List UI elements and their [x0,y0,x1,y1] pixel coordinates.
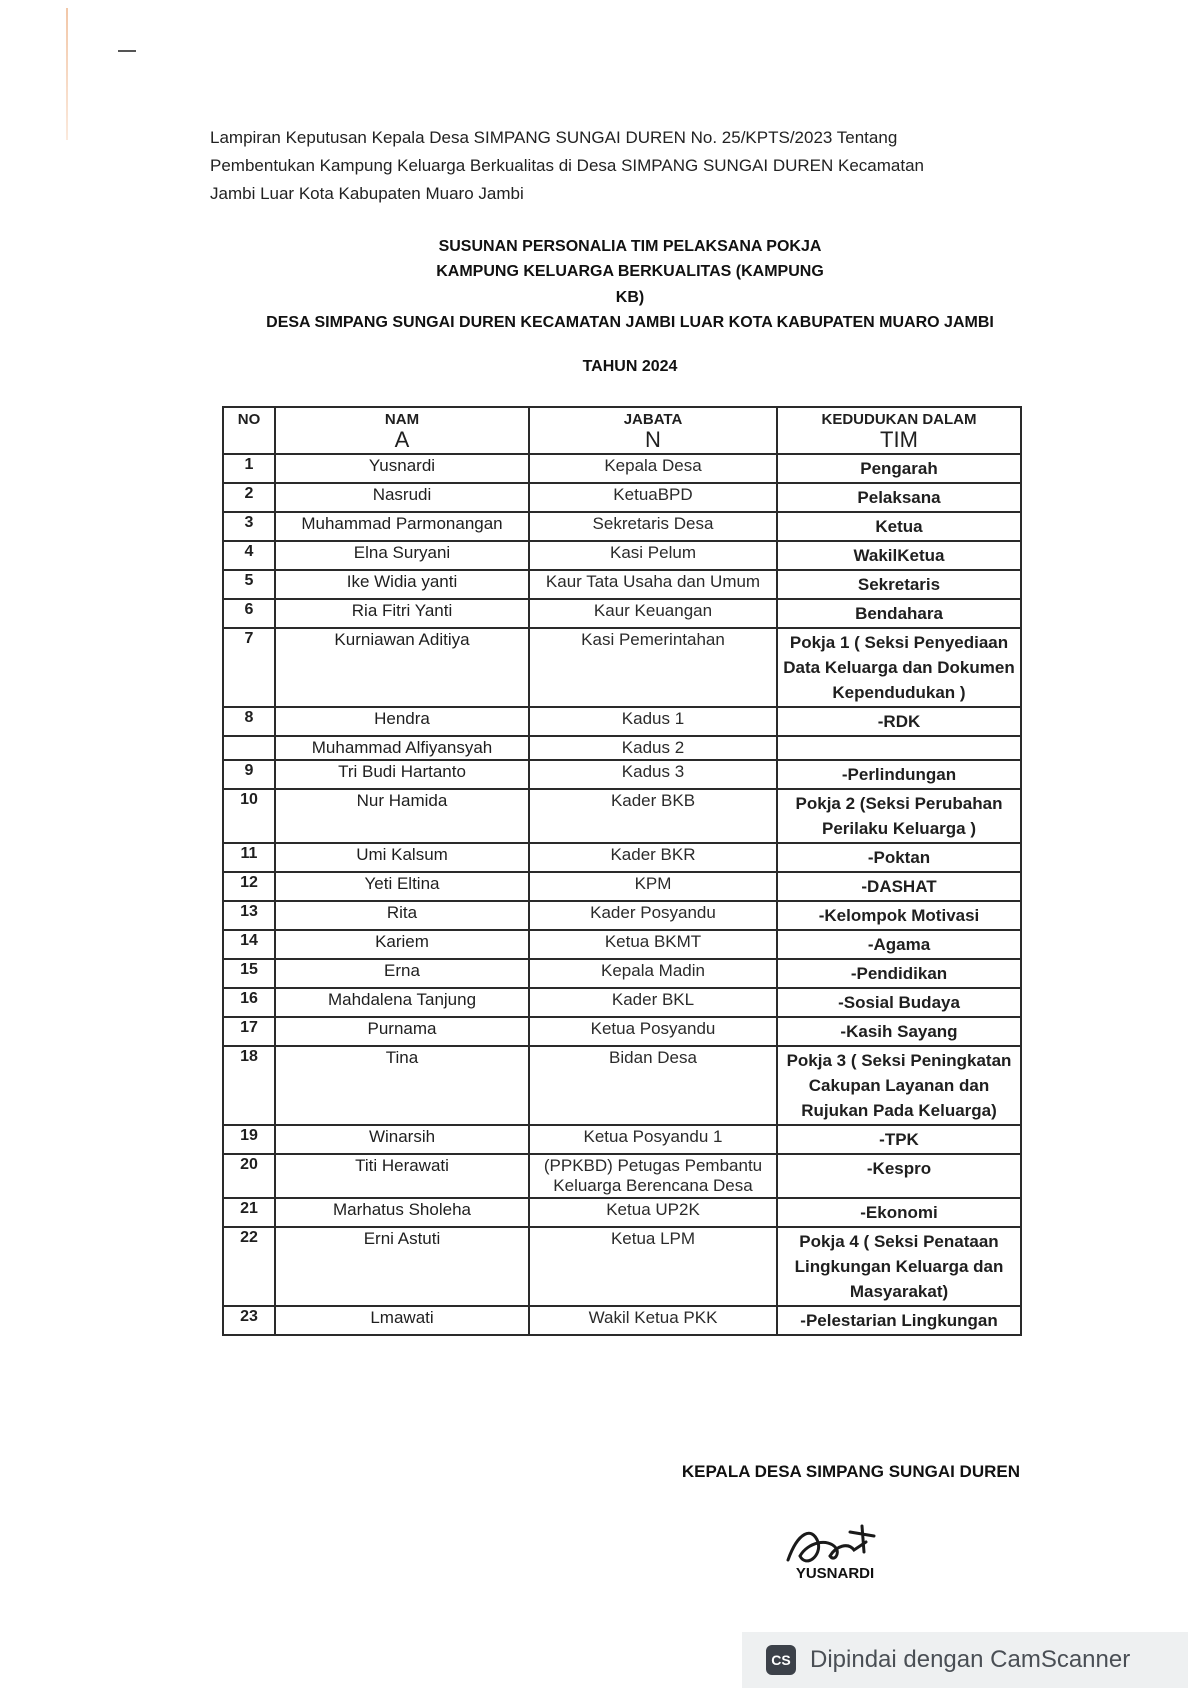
member-role: WakilKetua [777,541,1021,570]
row-number: 10 [223,789,275,843]
signatory-title: KEPALA DESA SIMPANG SUNGAI DUREN [681,1462,1020,1481]
row-number: 18 [223,1046,275,1125]
table-row [223,1046,1021,1125]
member-position: Wakil Ketua PKK [529,1306,777,1335]
member-name: Tina [275,1046,529,1125]
member-role: -Poktan [777,843,1021,872]
row-number: 12 [223,872,275,901]
decree-line: Pembentukan Kampung Keluarga Berkualitas di Desa SIMPANG SUNGAI DUREN Kecamatan [210,156,925,175]
member-name: Marhatus Sholeha [275,1198,529,1227]
member-name: Yeti Eltina [275,872,529,901]
row-number: 21 [223,1198,275,1227]
document-title-line-4: DESA SIMPANG SUNGAI DUREN KECAMATAN JAMBI LUAR KOTA KABUPATEN MUARO JAMBI [266,314,994,331]
member-name: Muhammad Parmonangan [275,512,529,541]
member-role: -Pendidikan [777,959,1021,988]
member-position: Ketua Posyandu 1 [529,1125,777,1154]
member-role: -Sosial Budaya [777,988,1021,1017]
member-role: Pokja 2 (Seksi Perubahan Perilaku Keluarga ) [777,789,1021,843]
table-row [223,1125,1021,1154]
member-name: Lmawati [275,1306,529,1335]
member-name: Tri Budi Hartanto [275,760,529,789]
table-row [223,736,1021,760]
member-name: Muhammad Alfiyansyah [275,736,529,760]
member-role: Pengarah [777,454,1021,483]
row-number: 5 [223,570,275,599]
header-no: NO [223,407,275,454]
member-name: Titi Herawati [275,1154,529,1198]
scan-edge-mark [66,8,68,140]
table-row [223,872,1021,901]
member-position: Ketua BKMT [529,930,777,959]
table-row [223,541,1021,570]
camscanner-logo-icon: CS [766,1645,796,1675]
member-role: -Kelompok Motivasi [777,901,1021,930]
row-number: 23 [223,1306,275,1335]
member-role: Pokja 3 ( Seksi Peningkatan Cakupan Layanan dan Rujukan Pada Keluarga) [777,1046,1021,1125]
member-role: -Agama [777,930,1021,959]
table-row [223,959,1021,988]
row-number: 7 [223,628,275,707]
member-name: Rita [275,901,529,930]
decree-reference [210,124,1010,208]
member-name: Yusnardi [275,454,529,483]
table-row [223,988,1021,1017]
member-name: Kurniawan Aditiya [275,628,529,707]
row-number: 22 [223,1227,275,1306]
member-name: Hendra [275,707,529,736]
table-row [223,707,1021,736]
header-name: NAM A [275,407,529,454]
table-header-row [223,407,1021,454]
table-row [223,454,1021,483]
member-position: Kaur Keuangan [529,599,777,628]
document-title-line-2: KAMPUNG KELUARGA BERKUALITAS (KAMPUNG [436,263,824,280]
member-role: -Ekonomi [777,1198,1021,1227]
member-name: Winarsih [275,1125,529,1154]
member-role: -TPK [777,1125,1021,1154]
member-role: -Perlindungan [777,760,1021,789]
member-role: -RDK [777,707,1021,736]
personnel-table [222,406,1022,1336]
document-title-line-3: KB) [615,289,645,306]
table-row [223,760,1021,789]
member-position: Kepala Desa [529,454,777,483]
table-row [223,901,1021,930]
header-position: JABATA N [529,407,777,454]
row-number [223,736,275,760]
table-row [223,1198,1021,1227]
member-position: Sekretaris Desa [529,512,777,541]
table-row [223,1017,1021,1046]
decree-line: Lampiran Keputusan Kepala Desa SIMPANG SUNGAI DUREN No. 25/KPTS/2023 Tentang [210,128,898,147]
row-number: 15 [223,959,275,988]
member-name: Mahdalena Tanjung [275,988,529,1017]
member-name: Ria Fitri Yanti [275,599,529,628]
member-name: Erna [275,959,529,988]
member-position: Kadus 3 [529,760,777,789]
row-number: 2 [223,483,275,512]
member-role: Bendahara [777,599,1021,628]
table-row [223,1154,1021,1198]
row-number: 4 [223,541,275,570]
row-number: 13 [223,901,275,930]
member-role: -Kespro [777,1154,1021,1198]
row-number: 11 [223,843,275,872]
row-number: 8 [223,707,275,736]
table-row [223,570,1021,599]
member-role: Sekretaris [777,570,1021,599]
member-role: Pokja 4 ( Seksi Penataan Lingkungan Keluarga dan Masyarakat) [777,1227,1021,1306]
member-position: Ketua Posyandu [529,1017,777,1046]
member-position: Kadus 2 [529,736,777,760]
document-title-line-1: SUSUNAN PERSONALIA TIM PELAKSANA POKJA [438,238,822,255]
member-role [777,736,1021,760]
row-number: 6 [223,599,275,628]
member-name: Ike Widia yanti [275,570,529,599]
member-position: Ketua LPM [529,1227,777,1306]
scan-dash-mark [118,50,136,52]
member-name: Elna Suryani [275,541,529,570]
decree-line: Jambi Luar Kota Kabupaten Muaro Jambi [210,184,524,203]
member-role: -Kasih Sayang [777,1017,1021,1046]
member-position: Ketua UP2K [529,1198,777,1227]
member-position: Kader BKR [529,843,777,872]
table-row [223,1227,1021,1306]
member-position: Kasi Pemerintahan [529,628,777,707]
row-number: 9 [223,760,275,789]
table-row [223,483,1021,512]
table-body [223,454,1021,1335]
row-number: 17 [223,1017,275,1046]
member-position: Kader BKL [529,988,777,1017]
table-row [223,628,1021,707]
camscanner-watermark [742,1632,1188,1688]
member-role: -Pelestarian Lingkungan [777,1306,1021,1335]
member-name: Purnama [275,1017,529,1046]
row-number: 20 [223,1154,275,1198]
member-position: KetuaBPD [529,483,777,512]
member-position: Kadus 1 [529,707,777,736]
row-number: 16 [223,988,275,1017]
table-row [223,599,1021,628]
row-number: 19 [223,1125,275,1154]
row-number: 14 [223,930,275,959]
member-position: Bidan Desa [529,1046,777,1125]
member-name: Kariem [275,930,529,959]
member-role: Ketua [777,512,1021,541]
member-name: Umi Kalsum [275,843,529,872]
member-position: Kaur Tata Usaha dan Umum [529,570,777,599]
table-row [223,930,1021,959]
watermark-text: Dipindai dengan CamScanner [810,1646,1131,1673]
signatory-name: YUSNARDI [795,1565,875,1582]
member-position: KPM [529,872,777,901]
member-role: Pelaksana [777,483,1021,512]
header-role: KEDUDUKAN DALAM TIM [777,407,1021,454]
table-row [223,512,1021,541]
member-name: Erni Astuti [275,1227,529,1306]
member-name: Nasrudi [275,483,529,512]
row-number: 3 [223,512,275,541]
member-name: Nur Hamida [275,789,529,843]
member-role: Pokja 1 ( Seksi Penyediaan Data Keluarga dan Dokumen Kependudukan ) [777,628,1021,707]
member-position: Kader Posyandu [529,901,777,930]
member-position: Kader BKB [529,789,777,843]
table-row [223,1306,1021,1335]
member-role: -DASHAT [777,872,1021,901]
table-row [223,789,1021,843]
member-position: Kasi Pelum [529,541,777,570]
document-year: TAHUN 2024 [582,358,678,375]
member-position: Kepala Madin [529,959,777,988]
row-number: 1 [223,454,275,483]
table-row [223,843,1021,872]
member-position: (PPKBD) Petugas Pembantu Keluarga Berencana Desa [529,1154,777,1198]
